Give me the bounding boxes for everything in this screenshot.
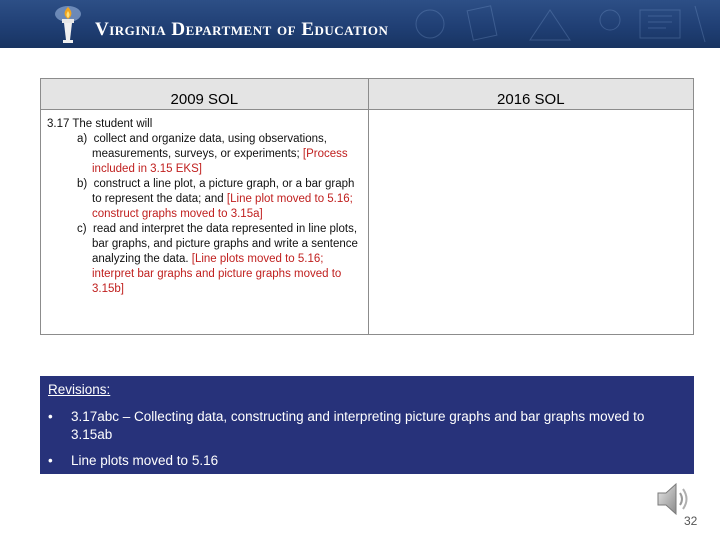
bullet-icon: • [48, 409, 53, 424]
column-header-2016: 2016 SOL [368, 79, 693, 110]
table-header-row [41, 79, 694, 110]
item-note: [Process included in 3.15 EKS] [92, 148, 348, 175]
sol-comparison-table [40, 78, 694, 335]
item-marker: b) [77, 178, 88, 190]
bullet-icon: • [48, 453, 53, 468]
item-note: [Line plot moved to 5.16; construct graphs moved to 3.15a] [92, 193, 353, 220]
item-text: read and interpret the data represented in line plots, bar graphs, and picture graphs and write a sentence analyzing the data. [92, 223, 358, 265]
sol-number: 3.17 [47, 118, 70, 130]
sol-stem [47, 117, 363, 132]
table-row [41, 110, 694, 335]
page-title: Virginia Department of Education [95, 19, 389, 40]
item-text: construct a line plot, a picture graph, or a bar graph to represent the data; and [92, 178, 355, 205]
item-note: [Line plots moved to 5.16; interpret bar graphs and picture graphs moved to 3.15b] [92, 253, 342, 295]
list-item [48, 408, 678, 444]
sol-item-a [47, 132, 363, 177]
torch-logo-icon [48, 4, 88, 46]
revisions-list [48, 408, 678, 478]
column-header-2009: 2009 SOL [41, 79, 369, 110]
revision-text: Line plots moved to 5.16 [71, 453, 219, 468]
item-marker: a) [77, 133, 88, 145]
sol-item-b [47, 177, 363, 222]
sol-item-c [47, 222, 363, 297]
revisions-heading: Revisions: [48, 382, 111, 397]
banner-pattern [400, 0, 720, 48]
slide-number: 32 [684, 514, 698, 528]
sol-stem-text: The student will [72, 118, 153, 130]
item-marker: c) [77, 223, 87, 235]
revisions-box [40, 376, 694, 474]
cell-2009-sol [41, 110, 369, 335]
revision-text: 3.17abc – Collecting data, constructing and interpreting picture graphs and bar graphs moved to 3.15ab [71, 409, 645, 442]
header-banner [0, 0, 720, 48]
cell-2016-sol [368, 110, 693, 335]
item-text: collect and organize data, using observations, measurements, surveys, or experiments; [92, 133, 327, 160]
list-item [48, 452, 678, 470]
